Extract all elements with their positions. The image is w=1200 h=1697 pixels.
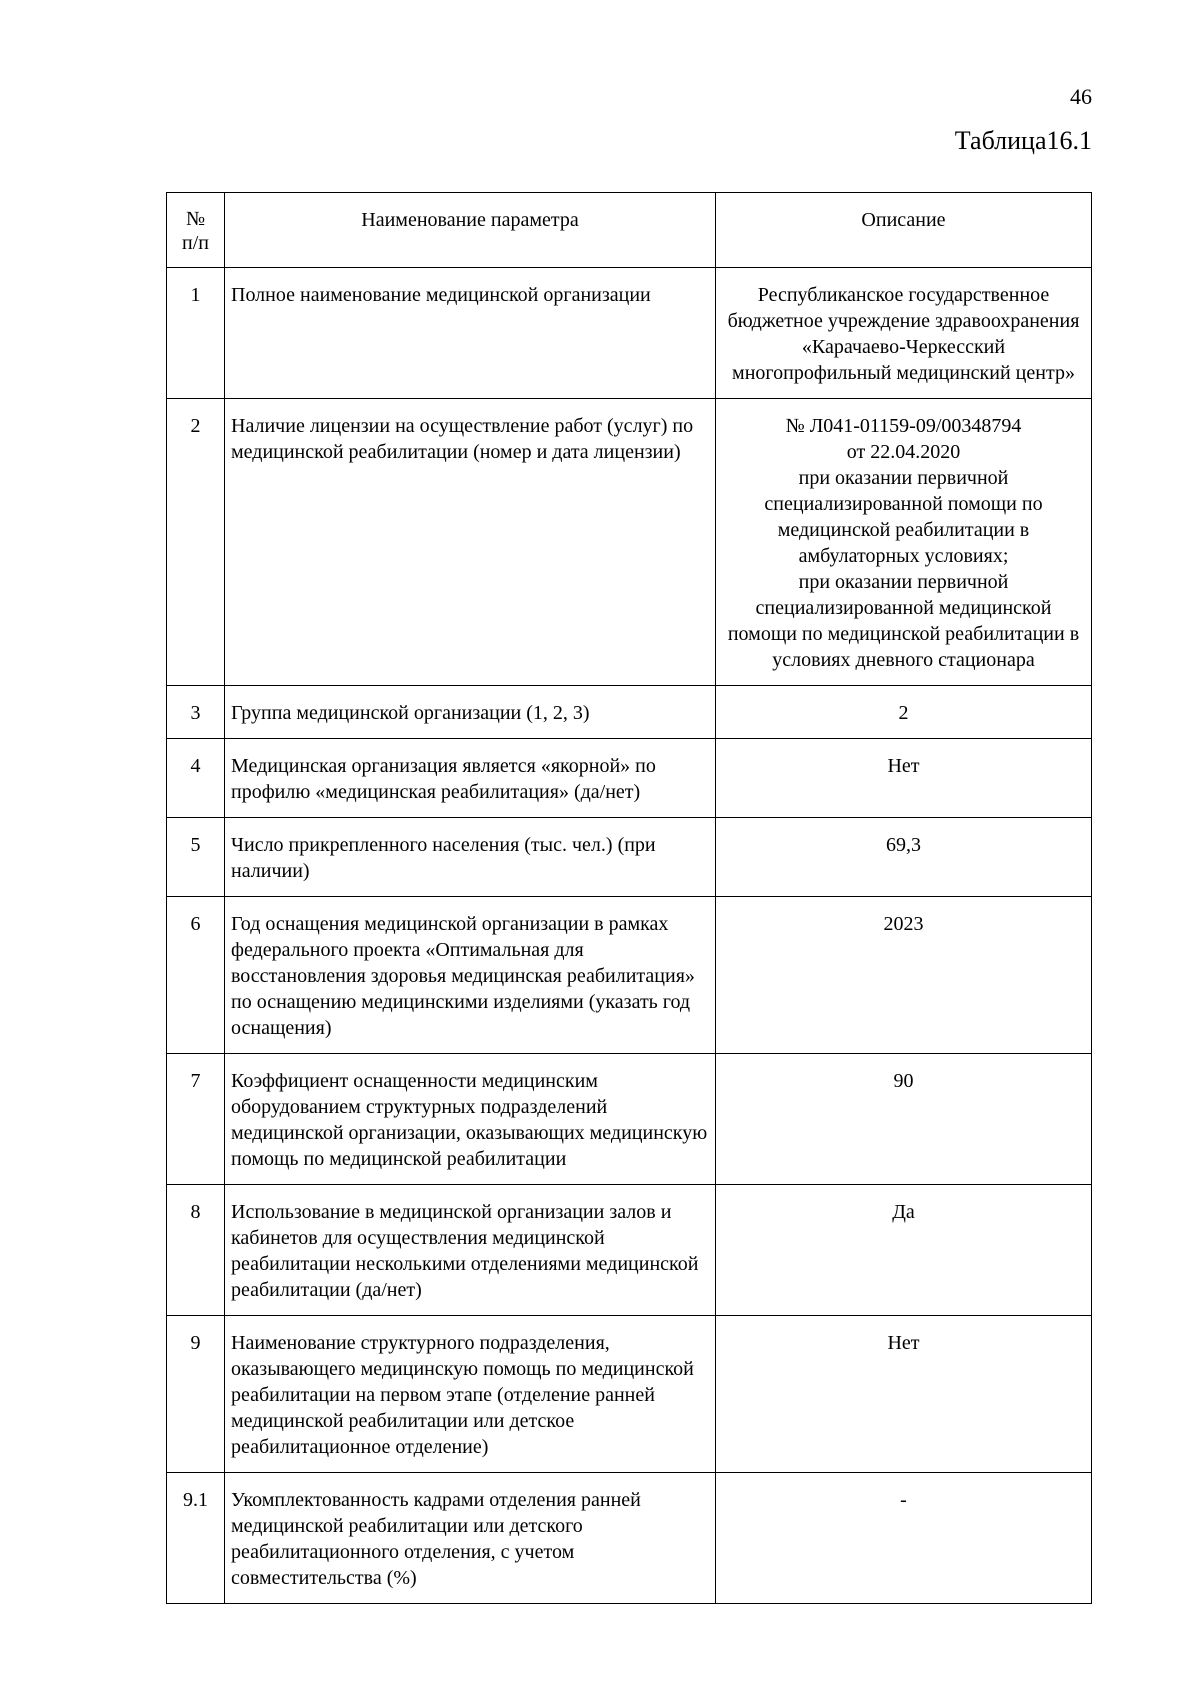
row-number: 4	[167, 739, 225, 818]
row-description: Республиканское государственное бюджетное учреждение здравоохранения «Карачаево-Черкесский многопрофильный медицинский центр»	[716, 268, 1092, 399]
license-scope-day-hospital: при оказании первичной специализированной медицинской помощи по медицинской реабилитации в условиях дневного стационара	[727, 571, 1080, 671]
license-number: № Л041-01159-09/00348794	[785, 415, 1022, 437]
header-number	[167, 193, 225, 268]
table-row	[167, 1316, 1092, 1473]
parameters-table	[166, 192, 1092, 1604]
header-description: Описание	[716, 193, 1092, 268]
row-number: 9.1	[167, 1473, 225, 1604]
row-description: -	[716, 1473, 1092, 1604]
table-row	[167, 1054, 1092, 1185]
row-description: Да	[716, 1185, 1092, 1316]
table-header-row	[167, 193, 1092, 268]
row-parameter-name: Медицинская организация является «якорной» по профилю «медицинская реабилитация» (да/нет)	[225, 739, 716, 818]
table-row	[167, 818, 1092, 897]
row-parameter-name: Наличие лицензии на осуществление работ (услуг) по медицинской реабилитации (номер и дата лицензии)	[225, 399, 716, 686]
row-number: 8	[167, 1185, 225, 1316]
header-number-abbrev: п/п	[182, 232, 209, 254]
row-parameter-name: Использование в медицинской организации залов и кабинетов для осуществления медицинской реабилитации несколькими отделениями медицинской реабилитации (да/нет)	[225, 1185, 716, 1316]
table-row	[167, 268, 1092, 399]
row-parameter-name: Полное наименование медицинской организации	[225, 268, 716, 399]
table-row	[167, 897, 1092, 1054]
row-number: 7	[167, 1054, 225, 1185]
row-parameter-name: Наименование структурного подразделения, оказывающего медицинскую помощь по медицинской реабилитации на первом этапе (отделение ранней медицинской реабилитации или детское реабилитационное отделение)	[225, 1316, 716, 1473]
row-description: 69,3	[716, 818, 1092, 897]
row-description	[716, 399, 1092, 686]
row-number: 9	[167, 1316, 225, 1473]
row-number: 6	[167, 897, 225, 1054]
row-description: Нет	[716, 1316, 1092, 1473]
header-number-symbol: №	[185, 208, 206, 230]
table-row	[167, 739, 1092, 818]
row-number: 3	[167, 686, 225, 739]
license-date: от 22.04.2020	[846, 441, 961, 463]
table-row	[167, 1473, 1092, 1604]
table-caption: Таблица16.1	[954, 126, 1092, 155]
row-parameter-name: Укомплектованность кадрами отделения ранней медицинской реабилитации или детского реабилитационного отделения, с учетом совместительства (%)	[225, 1473, 716, 1604]
row-parameter-name: Год оснащения медицинской организации в рамках федерального проекта «Оптимальная для восстановления здоровья медицинская реабилитация» по оснащению медицинскими изделиями (указать год оснащения)	[225, 897, 716, 1054]
license-scope-outpatient: при оказании первичной специализированной помощи по медицинской реабилитации в амбулаторных условиях;	[764, 467, 1043, 567]
row-description: Нет	[716, 739, 1092, 818]
header-parameter-name: Наименование параметра	[225, 193, 716, 268]
table-row	[167, 1185, 1092, 1316]
page-number: 46	[1070, 84, 1092, 109]
row-number: 2	[167, 399, 225, 686]
table-row	[167, 686, 1092, 739]
row-number: 5	[167, 818, 225, 897]
row-description: 90	[716, 1054, 1092, 1185]
row-parameter-name: Группа медицинской организации (1, 2, 3)	[225, 686, 716, 739]
row-parameter-name: Коэффициент оснащенности медицинским оборудованием структурных подразделений медицинской организации, оказывающих медицинскую помощь по медицинской реабилитации	[225, 1054, 716, 1185]
row-number: 1	[167, 268, 225, 399]
row-description: 2	[716, 686, 1092, 739]
row-description: 2023	[716, 897, 1092, 1054]
table-row	[167, 399, 1092, 686]
row-parameter-name: Число прикрепленного населения (тыс. чел.) (при наличии)	[225, 818, 716, 897]
